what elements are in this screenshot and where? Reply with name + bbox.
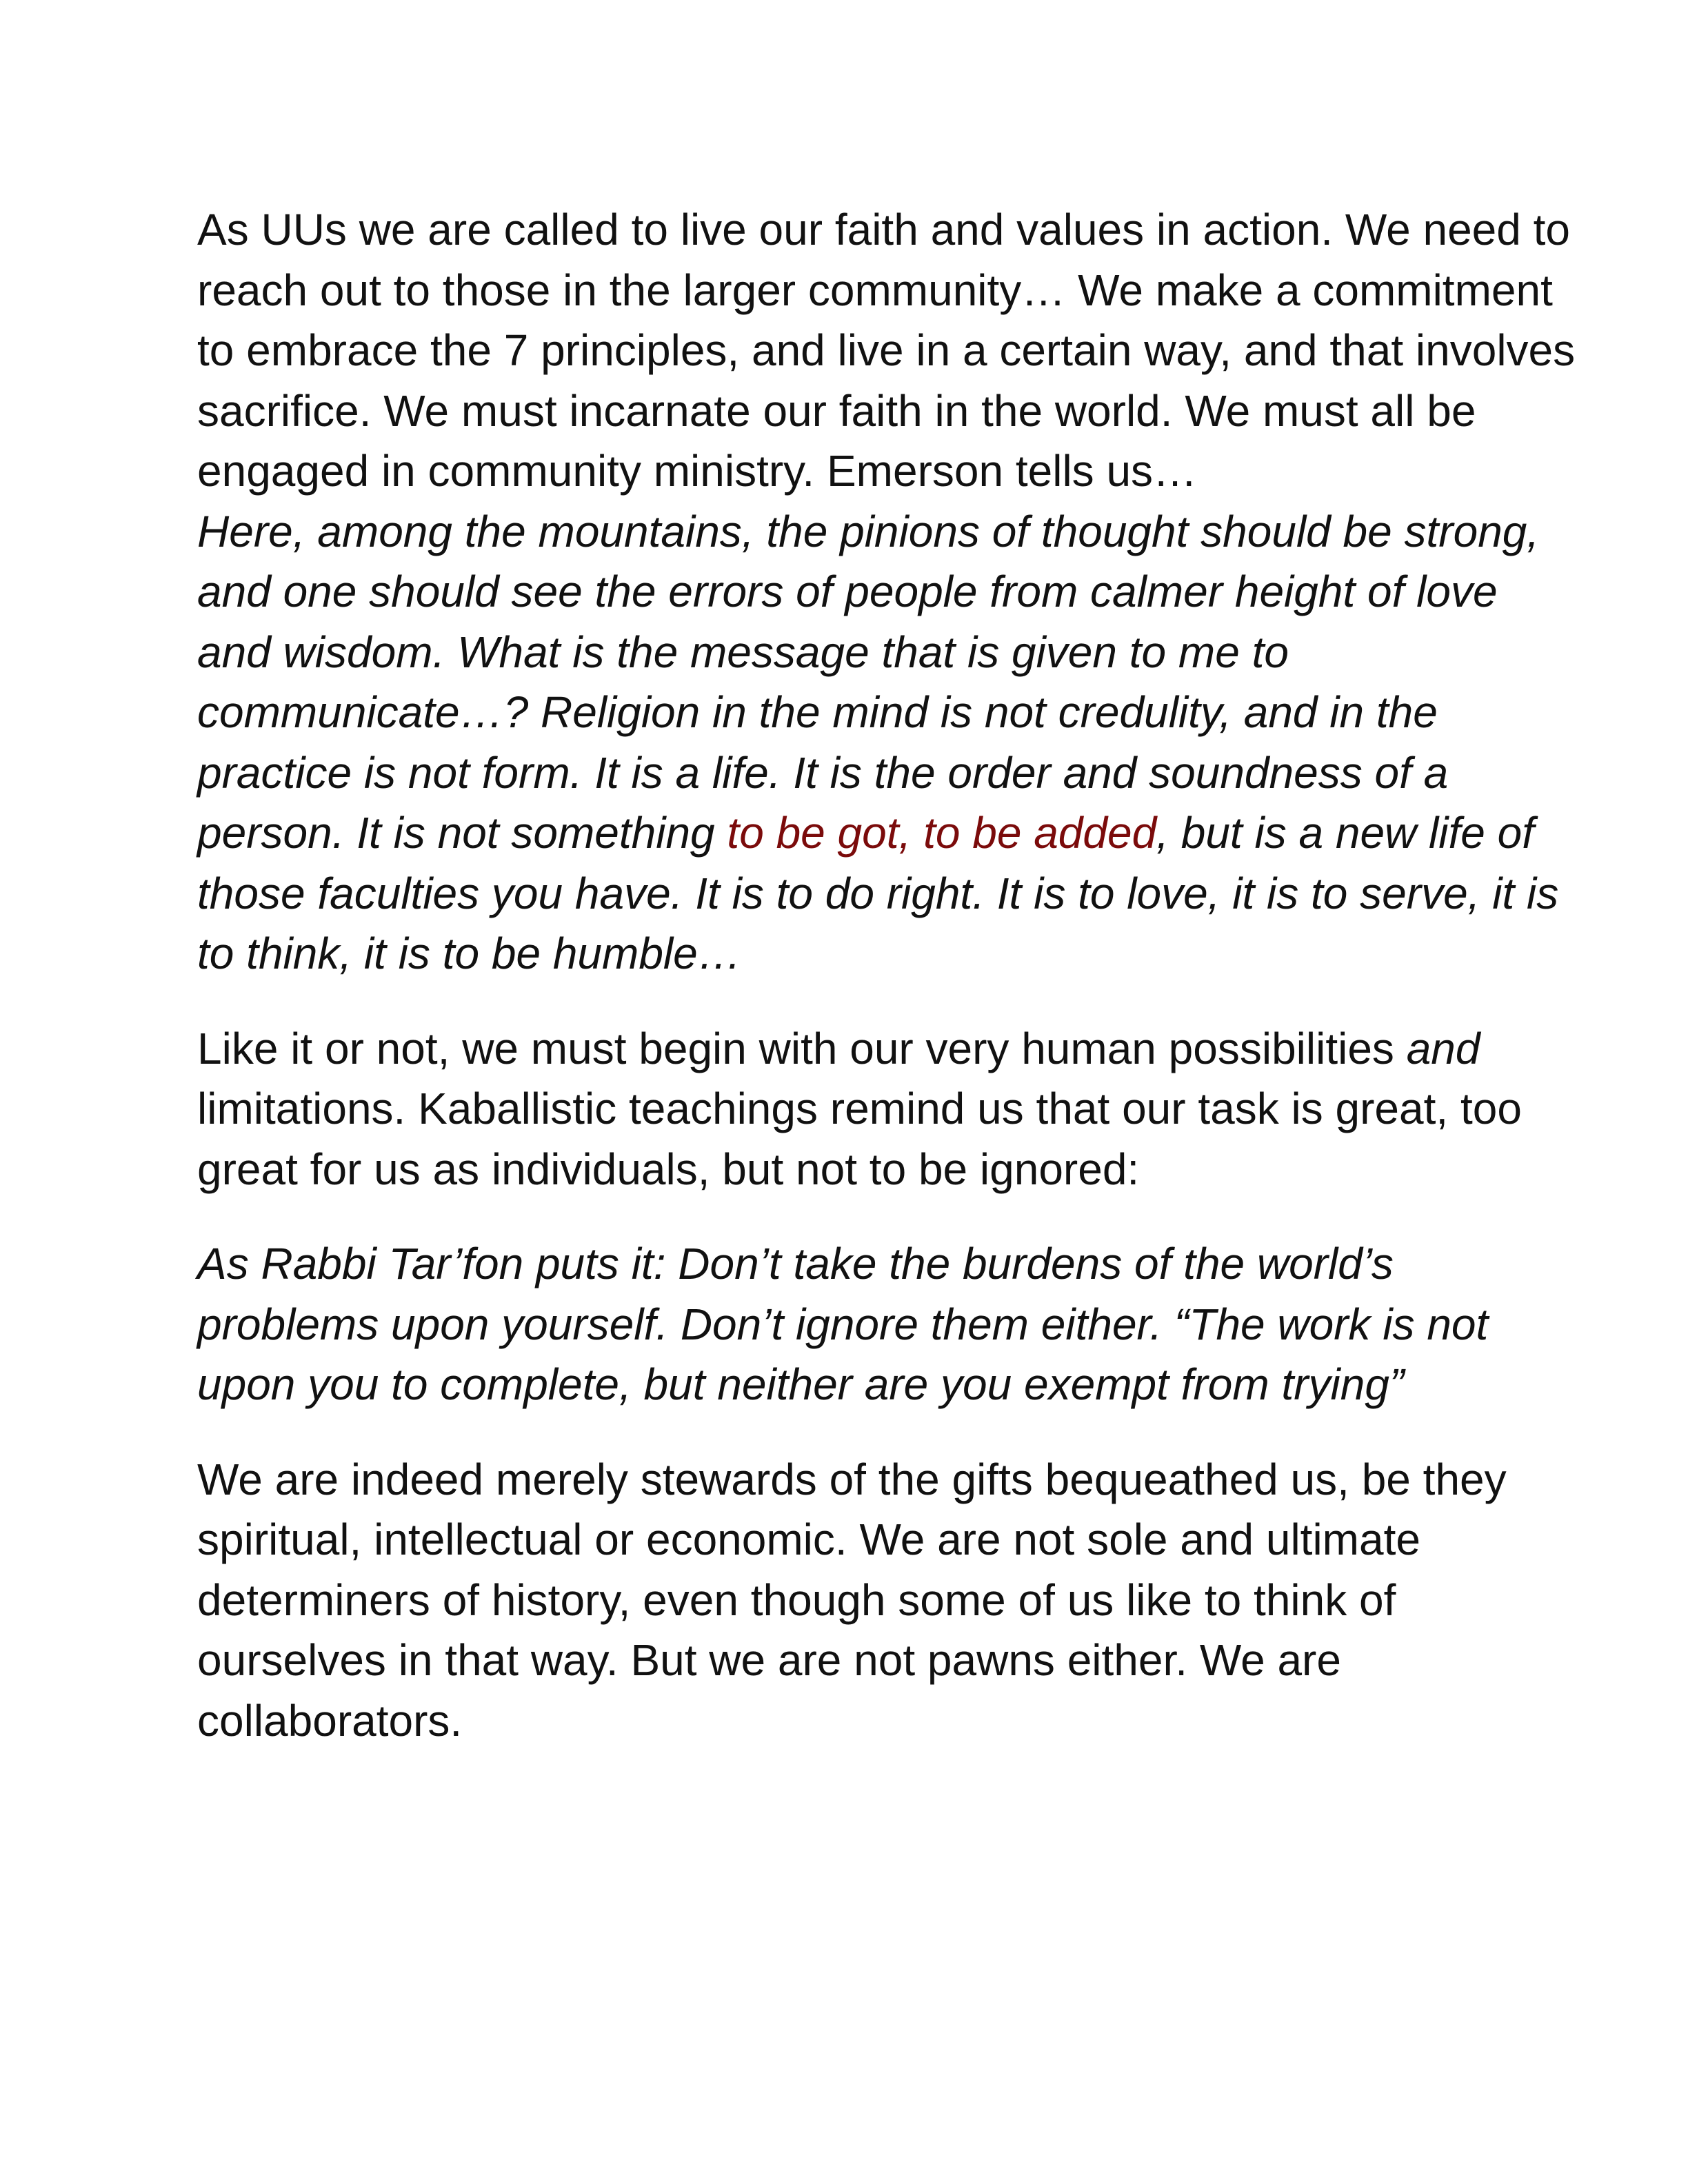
emerson-quote-part2: , but is a new life of those faculties you have. It is to do right. It is to love, it is to serve, it is to think, it is to be humble…	[197, 808, 1559, 978]
stewards-text: We are indeed merely stewards of the gifts bequeathed us, be they spiritual, intellectual or economic. We are not sole and ultimate determiners of history, even though some of us like to think of ourselves in that way. But we are not pawns either. We are collaborators.	[197, 1454, 1507, 1746]
paragraph-intro	[197, 200, 1576, 502]
limitations-emphasis: and	[1406, 1023, 1480, 1073]
document-page	[197, 200, 1576, 1786]
emerson-quote-part1: Here, among the mountains, the pinions of thought should be strong, and one should see the errors of people from calmer height of love and wisdom. What is the message that is given to me to communicate…? Religion in the mind is not credulity, and in the practice is not form. It is a life. It is the order and soundness of a person. It is not something	[197, 506, 1540, 858]
tarfon-quote	[197, 1234, 1576, 1415]
emerson-quote	[197, 502, 1576, 984]
limitations-part2: limitations. Kaballistic teachings remind us that our task is great, too great for us as individuals, but not to be ignored:	[197, 1084, 1522, 1194]
paragraph-limitations	[197, 1019, 1576, 1200]
emerson-quote-highlight: to be got, to be added	[727, 808, 1157, 858]
tarfon-quote-text: As Rabbi Tar’fon puts it: Don’t take the burdens of the world’s problems upon yourself. Don’t ignore them either. “The work is not upon you to complete, but neither are you exempt from trying”	[197, 1239, 1489, 1409]
intro-text: As UUs we are called to live our faith and values in action. We need to reach out to those in the larger community… We make a commitment to embrace the 7 principles, and live in a certain way, and that involves sacrifice. We must incarnate our faith in the world. We must all be engaged in community ministry. Emerson tells us…	[197, 205, 1576, 496]
paragraph-stewards	[197, 1450, 1576, 1752]
limitations-part1: Like it or not, we must begin with our very human possibilities	[197, 1023, 1407, 1073]
